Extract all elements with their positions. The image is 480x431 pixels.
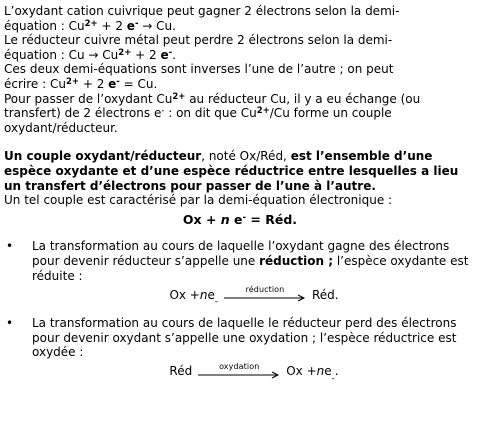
reduction-text: La transformation au cours de laquelle l’oxydant gagne des électrons pour devenir réducteur s’appelle une réduction ; l’espèce oxydante est réduite : bbox=[32, 239, 469, 283]
electron-charge: - bbox=[161, 106, 165, 117]
oxidation-equation: Réd oxydation Ox + n e - . bbox=[169, 361, 339, 384]
oxidation-text: La transformation au cours de laquelle le réducteur perd des électrons pour devenir oxydant s’appelle une oxydation ; l’espèce réductrice est oxydée : bbox=[32, 316, 457, 360]
charge-superscript: 2+ bbox=[172, 91, 186, 102]
intro-line-6: écrire : $Cu^{2+} + 2$ e- = Cu. bbox=[4, 76, 158, 91]
intro-section bbox=[4, 4, 476, 135]
electron-symbol: e bbox=[108, 76, 117, 91]
intro-line-4: équation : $Cu \to Cu^{2+} + 2$ e-. bbox=[4, 47, 176, 62]
list-item-oxidation bbox=[4, 316, 476, 384]
electron-charge: - bbox=[134, 18, 139, 29]
right-arrow-icon bbox=[198, 371, 280, 379]
intro-line-2: équation : $Cu^{2+} + 2$ e- → Cu. bbox=[4, 18, 176, 33]
intro-line-1: L’oxydant cation cuivrique peut gagner 2 électrons selon la demi- bbox=[4, 4, 400, 18]
oxidation-arrow-label: oxydation bbox=[219, 361, 260, 371]
electron-charge: - bbox=[116, 76, 120, 87]
reduction-arrow-label: réduction bbox=[245, 285, 285, 295]
list-item-reduction bbox=[4, 239, 476, 308]
reduction-arrow bbox=[224, 285, 306, 302]
reduction-equation: Ox + n e - réduction Réd. bbox=[169, 285, 339, 308]
charge-superscript: 2+ bbox=[65, 76, 80, 87]
electron-charge: - bbox=[168, 47, 173, 58]
intro-line-7: Pour passer de l’oxydant $Cu^{2+}$ au réducteur Cu, il y a eu échange (ou bbox=[4, 91, 421, 106]
charge-superscript: 2+ bbox=[118, 47, 132, 58]
intro-line-3: Le réducteur cuivre métal peut perdre 2 électrons selon la demi- bbox=[4, 33, 393, 48]
spacer bbox=[4, 135, 476, 149]
definition-line-2: Un tel couple est caractérisé par la demi-équation électronique : bbox=[4, 193, 393, 208]
bullet-icon: • bbox=[6, 239, 14, 254]
charge-superscript: 2+ bbox=[256, 106, 270, 117]
intro-line-9: oxydant/réducteur. bbox=[4, 120, 118, 135]
intro-line-5: Ces deux demi-équations sont inverses l’une de l’autre ; on peut bbox=[4, 62, 394, 77]
right-arrow-icon bbox=[224, 294, 306, 302]
oxidation-arrow bbox=[198, 362, 280, 379]
definition-text: Un couple oxydant/réducteur, noté Ox/Réd, est l’ensemble d’une espèce oxydante et d’une espèce réductrice entre lesquelles a lieu un transfert d’électrons pour passer de l’une à l’autre. bbox=[4, 149, 459, 193]
charge-superscript: 2+ bbox=[84, 18, 98, 29]
intro-line-8: transfert) de 2 électrons e- : on dit que $Cu^{2+}/Cu$ forme un couple bbox=[4, 106, 392, 121]
electron-symbol: e bbox=[126, 18, 135, 33]
bullet-icon: • bbox=[6, 316, 14, 331]
general-half-equation: Ox + n e- = Réd. bbox=[182, 211, 298, 227]
definition-section bbox=[4, 149, 476, 207]
electron-symbol: e bbox=[160, 47, 169, 62]
